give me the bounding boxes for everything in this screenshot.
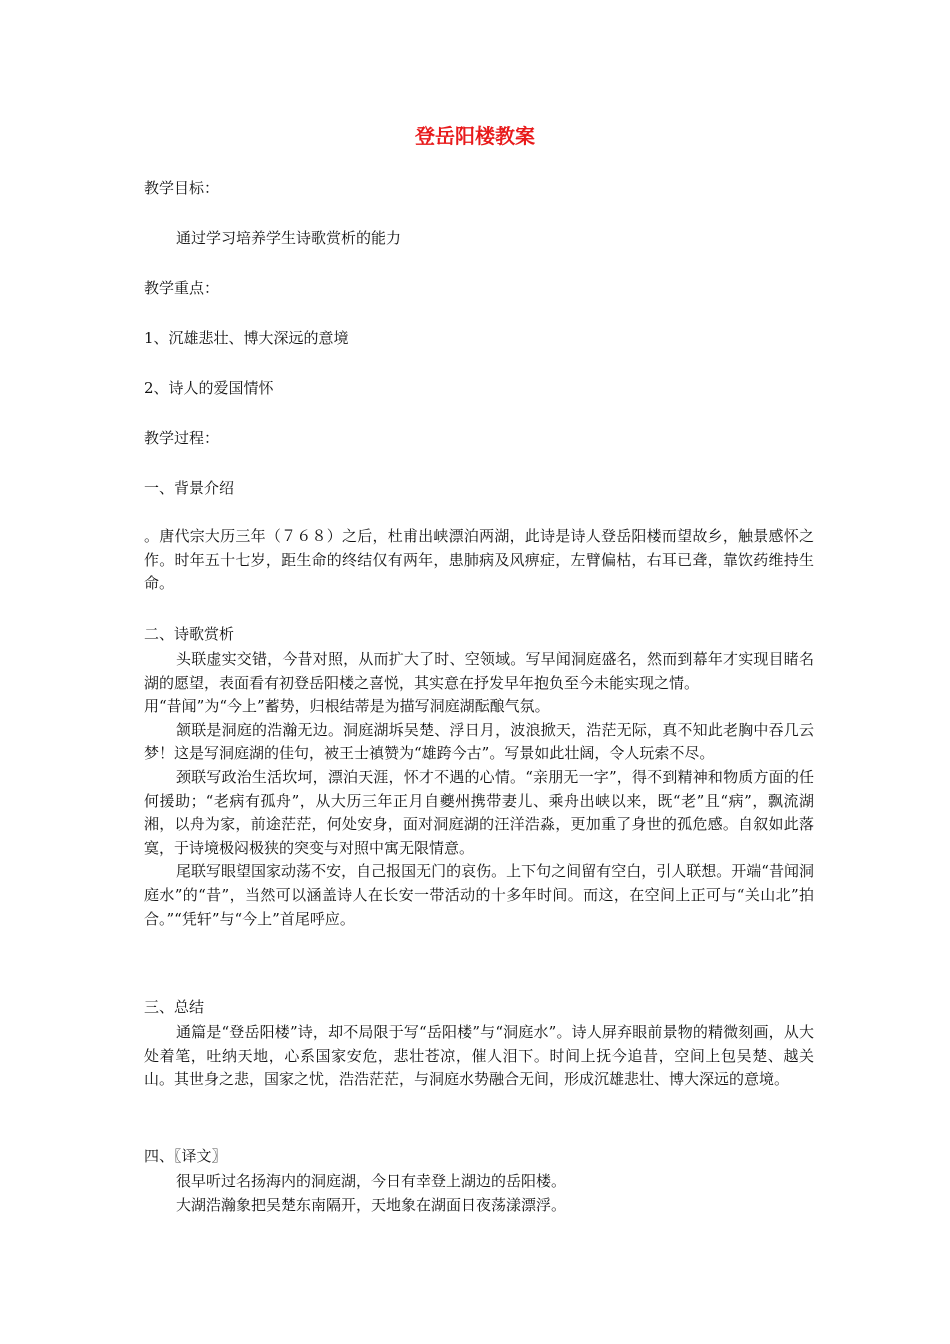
part4-body xyxy=(144,1170,814,1217)
part4-heading: 四、〖译文〗 xyxy=(144,1147,227,1165)
part2-paragraph: 用“昔闻”为“今上”蓄势，归根结蒂是为描写洞庭湖酝酿气氛。 xyxy=(144,697,550,716)
part3-body xyxy=(144,1021,814,1092)
part1-paragraph xyxy=(144,525,814,596)
focus-item: 1、沉雄悲壮、博大深远的意境 xyxy=(144,329,349,347)
focus-item: 2、诗人的爱国情怀 xyxy=(144,379,274,397)
objective-heading: 教学目标： xyxy=(144,179,220,197)
translation-line: 大湖浩瀚象把吴楚东南隔开，天地象在湖面日夜荡漾漂浮。 xyxy=(176,1195,567,1214)
part2-paragraph: 颔联是洞庭的浩瀚无边。洞庭湖坼吴楚、浮日月，波浪掀天，浩茫无际，真不知此老胸中吞几云梦！这是写洞庭湖的佳句，被王士禛赞为“雄跨今古”。写景如此壮阔，令人玩索不尽。 xyxy=(144,720,814,763)
translation-line: 很早听过名扬海内的洞庭湖，今日有幸登上湖边的岳阳楼。 xyxy=(176,1172,567,1190)
part2-paragraph: 头联虚实交错，今昔对照，从而扩大了时、空领域。写早闻洞庭盛名，然而到幕年才实现目睹名湖的愿望，表面看有初登岳阳楼之喜悦，其实意在抒发早年抱负至今未能实现之情。 xyxy=(144,650,814,692)
process-heading: 教学过程： xyxy=(144,429,220,447)
objective-text: 通过学习培养学生诗歌赏析的能力 xyxy=(176,229,402,247)
document-title: 登岳阳楼教案 xyxy=(415,124,535,148)
part3-text: 通篇是“登岳阳楼”诗，却不局限于写“岳阳楼”与“洞庭水”。诗人屏弃眼前景物的精微刻画，从大处着笔，吐纳天地，心系国家安危，悲壮苍凉，催人泪下。时间上抚今追昔，空间上包吴楚、越关山。其世身之悲，国家之忧，浩浩茫茫，与洞庭水势融合无间，形成沉雄悲壮、博大深远的意境。 xyxy=(144,1023,814,1089)
part2-paragraph: 颈联写政治生活坎坷，漂泊天涯，怀才不遇的心情。“亲朋无一字”，得不到精神和物质方面的任何援助；“老病有孤舟”，从大历三年正月自夔州携带妻儿、乘舟出峡以来，既“老”且“病”，飘流湖湘，以舟为家，前途茫茫，何处安身，面对洞庭湖的汪洋浩淼，更加重了身世的孤危感。自叙如此落寞，于诗境极闷极狭的突变与对照中寓无限情意。 xyxy=(144,767,814,857)
part1-heading: 一、背景介绍 xyxy=(144,479,235,497)
part2-heading: 二、诗歌赏析 xyxy=(144,625,235,643)
part2-body xyxy=(144,648,814,931)
part2-paragraph: 尾联写眼望国家动荡不安，自己报国无门的哀伤。上下句之间留有空白，引人联想。开端“昔闻洞庭水”的“昔”，当然可以涵盖诗人在长安一带活动的十多年时间。而这，在空间上正可与“关山北”拍合。”“凭轩”与“今上”首尾呼应。 xyxy=(144,862,814,928)
part3-heading: 三、总结 xyxy=(144,998,205,1016)
part1-text: 。唐代宗大历三年（７６８）之后，杜甫出峡漂泊两湖，此诗是诗人登岳阳楼而望故乡，触景感怀之作。时年五十七岁，距生命的终结仅有两年，患肺病及风痹症，左臂偏枯，右耳已聋，靠饮药维持生命。 xyxy=(144,527,814,593)
focus-heading: 教学重点： xyxy=(144,279,220,297)
